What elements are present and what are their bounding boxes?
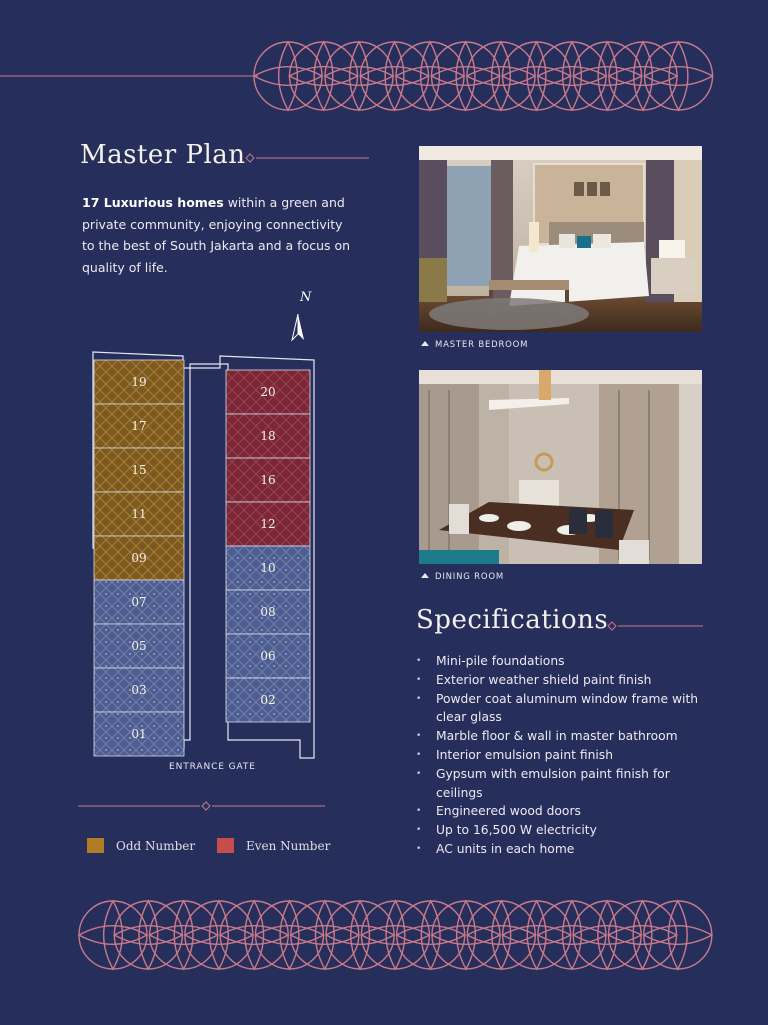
lot-label: 11 bbox=[131, 507, 147, 521]
lot-label: 20 bbox=[260, 385, 276, 399]
legend-divider bbox=[78, 800, 326, 812]
specifications-list bbox=[416, 652, 716, 859]
spec-item: • Engineered wood doors bbox=[416, 802, 716, 821]
odd-swatch bbox=[87, 838, 104, 853]
spec-item: • AC units in each home bbox=[416, 840, 716, 859]
dining-room-photo bbox=[419, 370, 702, 564]
bedroom-caption bbox=[421, 340, 528, 350]
site-plan bbox=[88, 348, 318, 768]
lot-label: 08 bbox=[260, 605, 276, 619]
lot-label: 16 bbox=[260, 473, 276, 487]
lot-label: 05 bbox=[131, 639, 147, 653]
master-bedroom-photo bbox=[419, 146, 702, 332]
lot-label: 07 bbox=[131, 595, 147, 609]
ornament-ring bbox=[396, 42, 464, 110]
lot-label: 09 bbox=[131, 551, 147, 565]
lot-label: 12 bbox=[260, 517, 276, 531]
spec-title-divider bbox=[606, 620, 704, 632]
lot-label: 02 bbox=[260, 693, 276, 707]
legend-even bbox=[217, 838, 330, 853]
lot-label: 06 bbox=[260, 649, 276, 663]
top-ornament bbox=[0, 38, 768, 118]
legend-odd-label: Odd Number bbox=[116, 839, 196, 853]
lot-label: 01 bbox=[131, 727, 147, 741]
ornament-ring bbox=[325, 42, 393, 110]
ornament-ring bbox=[467, 42, 535, 110]
legend-odd bbox=[87, 838, 195, 853]
even-swatch bbox=[217, 838, 234, 853]
spec-item: • Mini-pile foundations bbox=[416, 652, 716, 671]
spec-item: • Marble floor & wall in master bathroom bbox=[416, 727, 716, 746]
lot-label: 19 bbox=[131, 375, 147, 389]
ornament-ring bbox=[290, 42, 358, 110]
intro-highlight: 17 Luxurious homes bbox=[82, 195, 224, 210]
ornament-ring bbox=[432, 42, 500, 110]
caption-triangle-icon bbox=[421, 573, 429, 578]
lot-label: 10 bbox=[260, 561, 276, 575]
bottom-ornament bbox=[0, 895, 768, 975]
ornament-ring bbox=[538, 42, 606, 110]
spec-item: • Gypsum with emulsion paint finish for ceilings bbox=[416, 765, 716, 803]
ornament-ring bbox=[503, 42, 571, 110]
dining-caption bbox=[421, 572, 504, 582]
bedroom-caption-text: MASTER BEDROOM bbox=[435, 340, 529, 350]
ornament-ring bbox=[609, 42, 677, 110]
spec-item: • Interior emulsion paint finish bbox=[416, 746, 716, 765]
lot-label: 15 bbox=[131, 463, 147, 477]
lot-label: 03 bbox=[131, 683, 147, 697]
title-divider-left bbox=[244, 152, 370, 164]
spec-item: • Powder coat aluminum window frame with clear glass bbox=[416, 690, 716, 728]
north-label: N bbox=[300, 290, 312, 305]
lot-label: 18 bbox=[260, 429, 276, 443]
dining-caption-text: DINING ROOM bbox=[435, 572, 504, 582]
entrance-gate-label: ENTRANCE GATE bbox=[169, 762, 256, 772]
ornament-ring bbox=[361, 42, 429, 110]
spec-item: • Up to 16,500 W electricity bbox=[416, 821, 716, 840]
legend-even-label: Even Number bbox=[246, 839, 331, 853]
master-plan-intro bbox=[82, 192, 352, 278]
north-arrow-icon bbox=[290, 312, 306, 344]
intro-body: within a green and private community, enjoying connectivity to the best of South Jakarta and a focus on quality of life. bbox=[82, 195, 351, 275]
ornament-ring bbox=[574, 42, 642, 110]
lot-label: 17 bbox=[131, 419, 147, 433]
ornament-ring bbox=[254, 42, 322, 110]
master-plan-title: Master Plan bbox=[80, 140, 246, 170]
ornament-ring bbox=[645, 42, 713, 110]
caption-triangle-icon bbox=[421, 341, 429, 346]
specifications-title: Specifications bbox=[416, 605, 609, 635]
spec-item: • Exterior weather shield paint finish bbox=[416, 671, 716, 690]
